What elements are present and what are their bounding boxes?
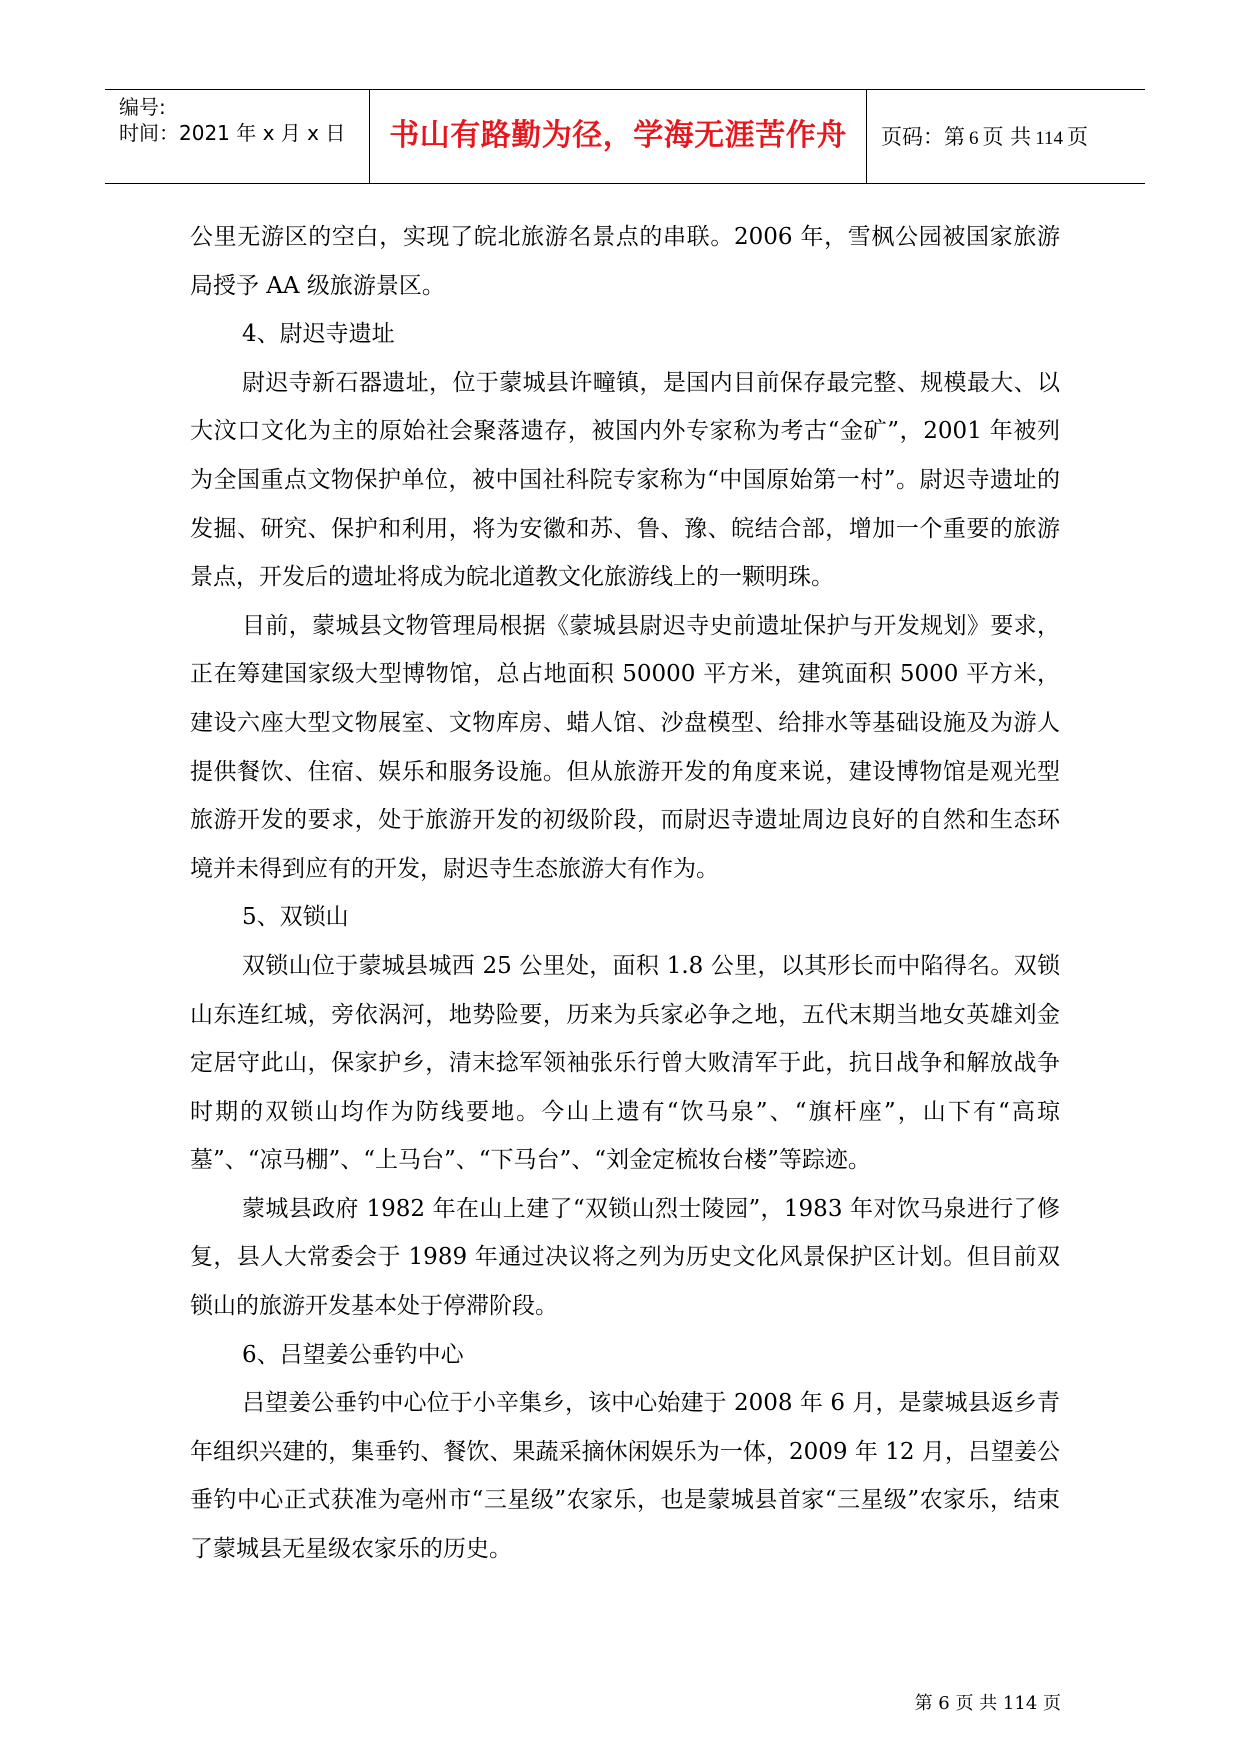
paragraph: 吕望姜公垂钓中心位于小辛集乡，该中心始建于 2008 年 6 月，是蒙城县返乡青年组织兴建的，集垂钓、餐饮、果蔬采摘休闲娱乐为一体，2009 年 12 月，吕望姜公垂钓中心正式获准为亳州市“三星级”农家乐，也是蒙城县首家“三星级”农家乐，结束了蒙城县无星级农家乐的历史。 [190, 1390, 1060, 1563]
page-current: 6 [969, 128, 979, 149]
section-heading-6: 6、吕望姜公垂钓中心 [242, 1341, 464, 1368]
section-heading-4: 4、尉迟寺遗址 [242, 321, 395, 348]
paragraph: 双锁山位于蒙城县城西 25 公里处，面积 1.8 公里，以其形长而中陷得名。双锁山东连红城，旁依涡河，地势险要，历来为兵家必争之地，五代末期当地女英雄刘金定居守此山，保家护乡，清末捻军领袖张乐行曾大败清军于此，抗日战争和解放战争时期的双锁山均作为防线要地。今山上遗有“饮马泉”、“旗杆座”，山下有“高琼墓”、“凉马棚”、“上马台”、“下马台”、“刘金定梳妆台楼”等踪迹。 [190, 952, 1060, 1174]
page-total: 114 [1035, 128, 1063, 149]
paragraph: 尉迟寺新石器遗址，位于蒙城县许疃镇，是国内目前保存最完整、规模最大、以大汶口文化为主的原始社会聚落遗存，被国内外专家称为考古“金矿”，2001 年被列为全国重点文物保护单位，被中国社科院专家称为“中国原始第一村”。尉迟寺遗址的发掘、研究、保护和利用，将为安徽和苏、鲁、豫、皖结合部，增加一个重要的旅游景点，开发后的遗址将成为皖北道教文化旅游线上的一颗明珠。 [190, 369, 1060, 591]
header-motto: 书山有路勤为径，学海无涯苦作舟 [389, 118, 847, 153]
body-text [190, 213, 1060, 1574]
section-heading-5: 5、双锁山 [242, 904, 349, 931]
page-footer: 第 6 页 共 114 页 [914, 1693, 1061, 1714]
document-number-label: 编号: [119, 95, 166, 119]
header-motto-cell [369, 90, 867, 183]
document-time-label: 时间：2021 年 x 月 x 日 [119, 121, 346, 145]
paragraph: 目前，蒙城县文物管理局根据《蒙城县尉迟寺史前遗址保护与开发规划》要求，正在筹建国家级大型博物馆，总占地面积 50000 平方米，建筑面积 5000 平方米，建设六座大型文物展室、文物库房、蜡人馆、沙盘模型、给排水等基础设施及为游人提供餐饮、住宿、娱乐和服务设施。但从旅游开发的角度来说，建设博物馆是观光型旅游开发的要求，处于旅游开发的初级阶段，而尉迟寺遗址周边良好的自然和生态环境并未得到应有的开发，尉迟寺生态旅游大有作为。 [190, 612, 1060, 882]
page-middle: 页 共 [982, 125, 1032, 149]
paragraph-continuation: 公里无游区的空白，实现了皖北旅游名景点的串联。2006 年，雪枫公园被国家旅游局授予 AA 级旅游景区。 [190, 224, 1060, 299]
header-info-cell [105, 90, 369, 183]
page-suffix: 页 [1066, 125, 1088, 149]
header-page-number [881, 123, 1088, 153]
paragraph: 蒙城县政府 1982 年在山上建了“双锁山烈士陵园”，1983 年对饮马泉进行了修复，县人大常委会于 1989 年通过决议将之列为历史文化风景保护区计划。但目前双锁山的旅游开发基本处于停滞阶段。 [190, 1195, 1060, 1320]
page-header [105, 89, 1145, 184]
header-page-cell [867, 90, 1145, 183]
page-prefix: 页码：第 [881, 125, 965, 149]
